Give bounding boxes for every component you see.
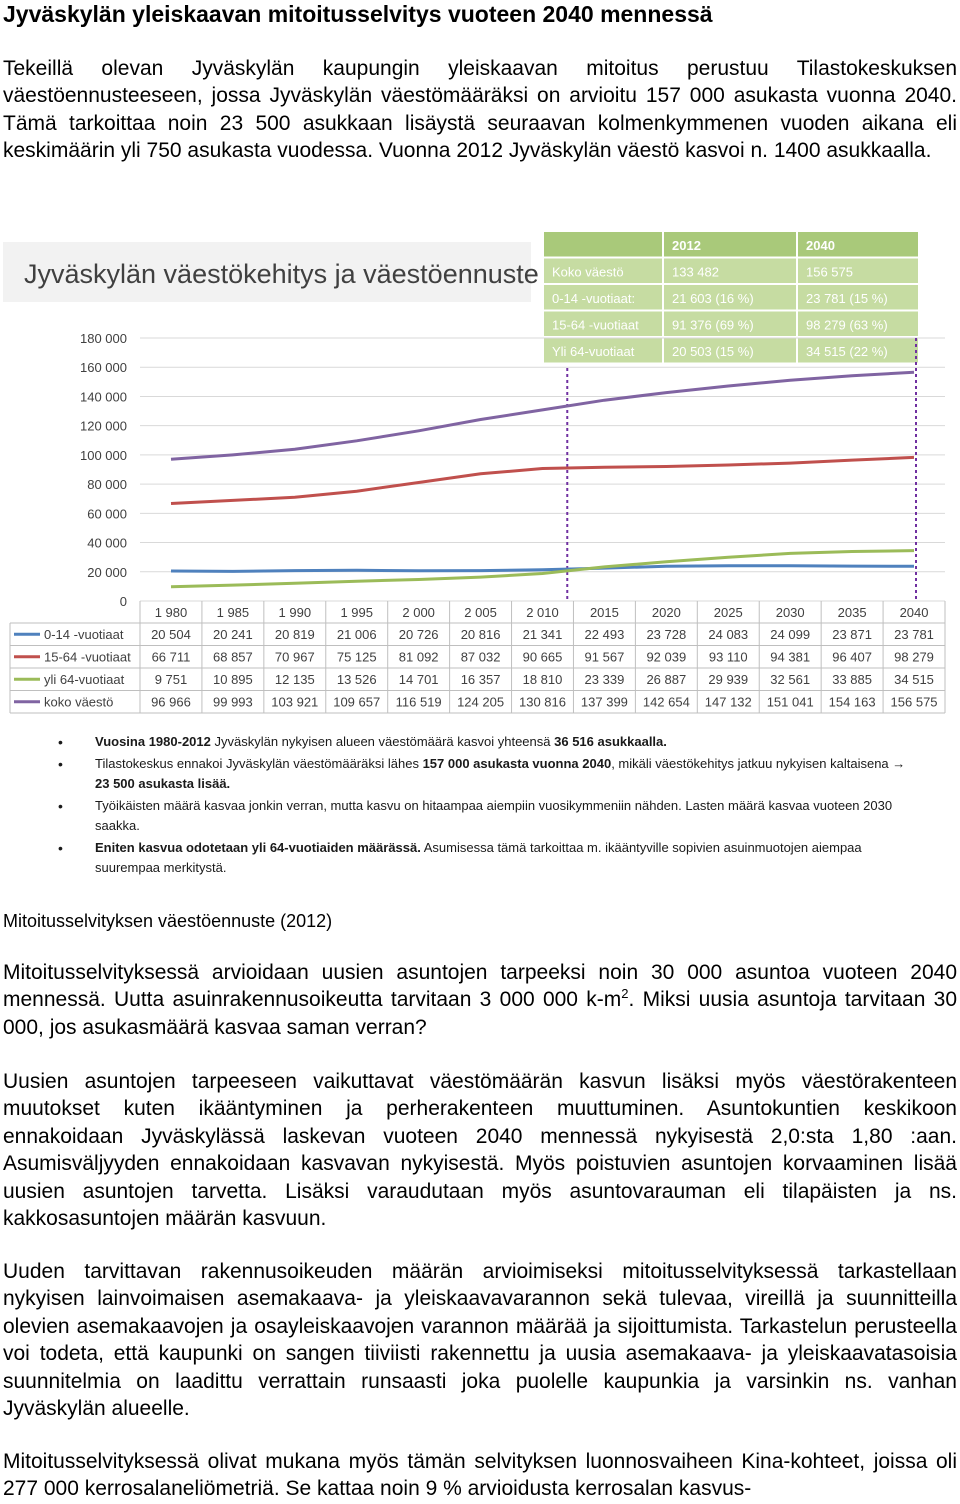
y-tick-label: 180 000 xyxy=(80,331,127,346)
data-label: 96 966 xyxy=(151,694,191,710)
bullet-1 xyxy=(95,732,915,752)
bullet-2-bold2: 157 000 asukasta vuonna 2040 xyxy=(422,756,612,771)
bullet-2-tail: , mikäli väestökehitys jatkuu nykyisen kaltaisena → xyxy=(611,756,906,771)
data-label: 20 816 xyxy=(460,627,501,642)
summary-table-value: 133 482 xyxy=(672,264,719,280)
data-label: 23 728 xyxy=(646,627,687,642)
data-label: 23 781 xyxy=(894,627,934,642)
summary-table-value: 91 376 (69 %) xyxy=(672,317,754,333)
x-tick-label: 2 005 xyxy=(464,605,497,620)
summary-table-value: Yli 64-vuotiaat xyxy=(552,344,635,359)
data-label: 93 110 xyxy=(708,649,748,665)
x-tick-label: 2 010 xyxy=(526,605,559,620)
paragraph-reserves: Uuden tarvittavan rakennusoikeuden määrän arvioimiseksi mitoitusselvityksessä tarkastellaan nykyisen lainvoimaisen asemakaava- ja yleiskaavavarannon sekä tulevaa, vireillä ja suunnitteilla olevien asemakaavojen ja osayleiskaavojen varannon määrää ja sijoittumista. Tarkastelun perusteella voi todeta, että kaupunki on sangen tiiviisti rakennettu ja uusia asemakaava- ja yleiskaavatasoisia suunnitelmia on laadittu verrattain runsaasti joka puolelle kaupunkia ja varsinkin ns. vanhan Jyväskylän alueelle. xyxy=(3,1260,957,1421)
data-label: 10 895 xyxy=(213,672,253,687)
summary-table-value: 23 781 (15 %) xyxy=(806,291,888,306)
y-tick-label: 80 000 xyxy=(87,477,127,493)
summary-table-value: 0-14 -vuotiaat: xyxy=(552,291,636,306)
data-label: 20 241 xyxy=(213,627,253,642)
data-label: 66 711 xyxy=(151,649,191,665)
bullet-3 xyxy=(95,796,915,836)
figure-caption: Mitoitusselvityksen väestöennuste (2012) xyxy=(3,911,333,931)
paragraph-housing-need xyxy=(3,959,957,1041)
bullet-1-bold2: 36 516 asukkaalla. xyxy=(554,734,667,749)
data-label: 103 921 xyxy=(271,694,319,710)
x-tick-label: 2040 xyxy=(899,605,929,620)
data-label: 94 381 xyxy=(770,649,811,665)
data-label: 147 132 xyxy=(704,694,752,710)
data-label: 68 857 xyxy=(213,649,253,665)
data-label: 20 504 xyxy=(151,627,191,642)
paragraph-intro: Tekeillä olevan Jyväskylän kaupungin yleiskaavan mitoitus perustuu Tilastokeskuksen väestöennusteeseen, jossa Jyväskylän väestömääräksi on arvioitu 157 000 asukasta vuonna 2040. Tämä tarkoittaa noin 23 500 asukkaan lisäystä seuraavan kolmenkymmenen vuoden aikana eli keskimäärin yli 750 asukasta vuodessa. Vuonna 2012 Jyväskylän väestö kasvoi n. 1400 asukkaalla. xyxy=(3,57,957,163)
bullet-1-bold: Vuosina 1980-2012 xyxy=(95,734,211,749)
bullet-3-text: Työikäisten määrä kasvaa jonkin verran, mutta kasvu on hitaampaa aiempiin vuosikymmeniin nähden. Lasten määrä kasvaa vuoteen 2030 saakka. xyxy=(95,798,893,833)
x-tick-label: 1 980 xyxy=(154,605,188,620)
bullet-2-text: Tilastokeskus ennakoi Jyväskylän väestömääräksi lähes xyxy=(95,756,423,771)
summary-table-value: 21 603 (16 %) xyxy=(672,291,754,306)
bullet-4-text: Asumisessa tämä tarkoittaa m. ikääntyville sopivien asuinmuotojen aiempaa suurempaa merkitystä. xyxy=(95,840,862,875)
bullet-2 xyxy=(95,754,915,794)
bullet-2-bold3: 23 500 asukasta lisää. xyxy=(95,776,231,791)
data-label: 130 816 xyxy=(519,694,566,710)
x-tick-label: 2035 xyxy=(837,605,867,620)
summary-table-header: 2012 xyxy=(672,238,701,253)
data-label: 98 279 xyxy=(894,649,934,665)
paragraph-housing-need-b: . Miksi uusia asuntoja tarvitaan 30 000, jos asukasmäärä kasvaa saman verran? xyxy=(3,988,957,1039)
summary-table-header: 2040 xyxy=(806,238,835,253)
data-label: 20 726 xyxy=(398,627,439,642)
data-label: 20 819 xyxy=(274,627,315,642)
y-tick-label: 60 000 xyxy=(87,506,127,522)
data-label: 24 099 xyxy=(770,627,811,642)
data-label: 137 399 xyxy=(580,694,628,710)
y-tick-label: 0 xyxy=(119,594,127,609)
data-label: 154 163 xyxy=(828,694,876,710)
data-label: 124 205 xyxy=(457,694,505,710)
data-label: 91 567 xyxy=(584,649,625,665)
data-label: 34 515 xyxy=(894,672,934,687)
y-tick-label: 40 000 xyxy=(87,535,127,551)
legend-entry: 15-64 -vuotiaat xyxy=(44,649,131,665)
data-label: 21 006 xyxy=(336,627,377,642)
x-tick-label: 2015 xyxy=(589,605,619,620)
x-tick-label: 2020 xyxy=(651,605,681,620)
data-label: 96 407 xyxy=(832,649,872,665)
legend-entry: 0-14 -vuotiaat xyxy=(44,627,124,642)
data-label: 21 341 xyxy=(522,627,563,642)
chart-title: Jyväskylän väestökehitys ja väestöennuste xyxy=(24,259,539,289)
x-tick-label: 1 990 xyxy=(278,605,312,620)
bullet-4-bold: Eniten kasvua odotetaan yli 64-vuotiaiden määrässä. xyxy=(95,840,421,855)
paragraph-housing-need-a: Mitoitusselvityksessä arvioidaan uusien asuntojen tarpeeksi noin 30 000 asuntoa vuoteen 2040 mennessä. Uutta asuinrakennusoikeutta tarvitaan 3 000 000 k-m xyxy=(3,961,957,1012)
data-label: 23 339 xyxy=(584,672,625,687)
data-label: 70 967 xyxy=(274,649,315,665)
x-tick-label: 2 000 xyxy=(402,605,435,620)
data-label: 14 701 xyxy=(398,672,439,687)
data-label: 81 092 xyxy=(398,649,439,665)
data-label: 99 993 xyxy=(213,694,253,710)
data-label: 18 810 xyxy=(522,672,563,687)
x-tick-label: 2025 xyxy=(713,605,743,620)
data-label: 13 526 xyxy=(336,672,377,687)
y-tick-label: 140 000 xyxy=(80,389,127,405)
data-label: 156 575 xyxy=(890,694,938,710)
data-label: 75 125 xyxy=(336,649,377,665)
data-label: 22 493 xyxy=(584,627,625,642)
paragraph-kina: Mitoitusselvityksessä olivat mukana myös tämän selvityksen luonnosvaiheen Kina-kohteet, joissa oli 277 000 kerrosalaneliömetriä. Se kattaa noin 9 % arvioidusta kerrosalan kasvus- xyxy=(3,1450,957,1501)
y-tick-label: 100 000 xyxy=(80,447,127,463)
series-line-4 xyxy=(171,372,914,459)
bullet-4 xyxy=(95,838,915,878)
x-tick-label: 2030 xyxy=(775,605,805,620)
data-label: 109 657 xyxy=(333,694,381,710)
bullet-1-text: Jyväskylän nykyisen alueen väestömäärä kasvoi yhteensä xyxy=(210,734,555,749)
summary-table-value: 20 503 (15 %) xyxy=(672,344,754,359)
data-label: 33 885 xyxy=(832,672,872,687)
superscript-2: 2 xyxy=(621,986,629,1002)
data-label: 151 041 xyxy=(766,694,814,710)
data-label: 24 083 xyxy=(708,627,749,642)
summary-table-cell xyxy=(544,232,662,257)
data-label: 26 887 xyxy=(646,672,687,687)
series-line-1 xyxy=(171,566,914,572)
data-label: 23 871 xyxy=(832,627,872,642)
paragraph-demographics: Uusien asuntojen tarpeeseen vaikuttavat väestömäärän kasvun lisäksi myös väestörakenteen muutokset kuten ikääntyminen ja perherakenteen muuttuminen. Asuntokuntien keskikoon ennakoidaan Jyväskylässä laskevan vuoteen 2040 mennessä nykyisestä 2,0:sta 1,80 :aan. Asumisväljyyden ennakoidaan kasvavan nykyisestä. Myös poistuvien asuntojen korvaaminen lisää uusien asuntojen tarvetta. Lisäksi varaudutaan myös asuntovarauman eli tilapäisten ja ns. kakkosasuntojen määrän kasvuun. xyxy=(3,1070,957,1231)
x-tick-label: 1 995 xyxy=(340,605,374,620)
page-title: Jyväskylän yleiskaavan mitoitusselvitys vuoteen 2040 mennessä xyxy=(3,1,713,27)
summary-table-value: Koko väestö xyxy=(552,264,624,280)
data-label: 16 357 xyxy=(460,672,501,687)
summary-table-value: 98 279 (63 %) xyxy=(806,317,888,333)
y-tick-label: 160 000 xyxy=(80,360,127,376)
data-label: 116 519 xyxy=(395,694,442,710)
data-label: 12 135 xyxy=(274,672,315,687)
legend-entry: koko väestö xyxy=(44,694,114,710)
data-label: 142 654 xyxy=(642,694,690,710)
data-label: 87 032 xyxy=(460,649,501,665)
data-label: 92 039 xyxy=(646,649,687,665)
x-tick-label: 1 985 xyxy=(216,605,250,620)
summary-table-value: 34 515 (22 %) xyxy=(806,344,888,359)
data-label: 90 665 xyxy=(522,649,563,665)
series-line-2 xyxy=(171,457,914,503)
y-tick-label: 20 000 xyxy=(87,564,127,580)
data-label: 32 561 xyxy=(770,672,811,687)
legend-entry: yli 64-vuotiaat xyxy=(44,672,125,687)
summary-table-value: 15-64 -vuotiaat xyxy=(552,317,639,333)
data-label: 9 751 xyxy=(154,672,188,687)
y-tick-label: 120 000 xyxy=(80,418,127,434)
summary-table-value: 156 575 xyxy=(806,264,853,280)
data-label: 29 939 xyxy=(708,672,749,687)
